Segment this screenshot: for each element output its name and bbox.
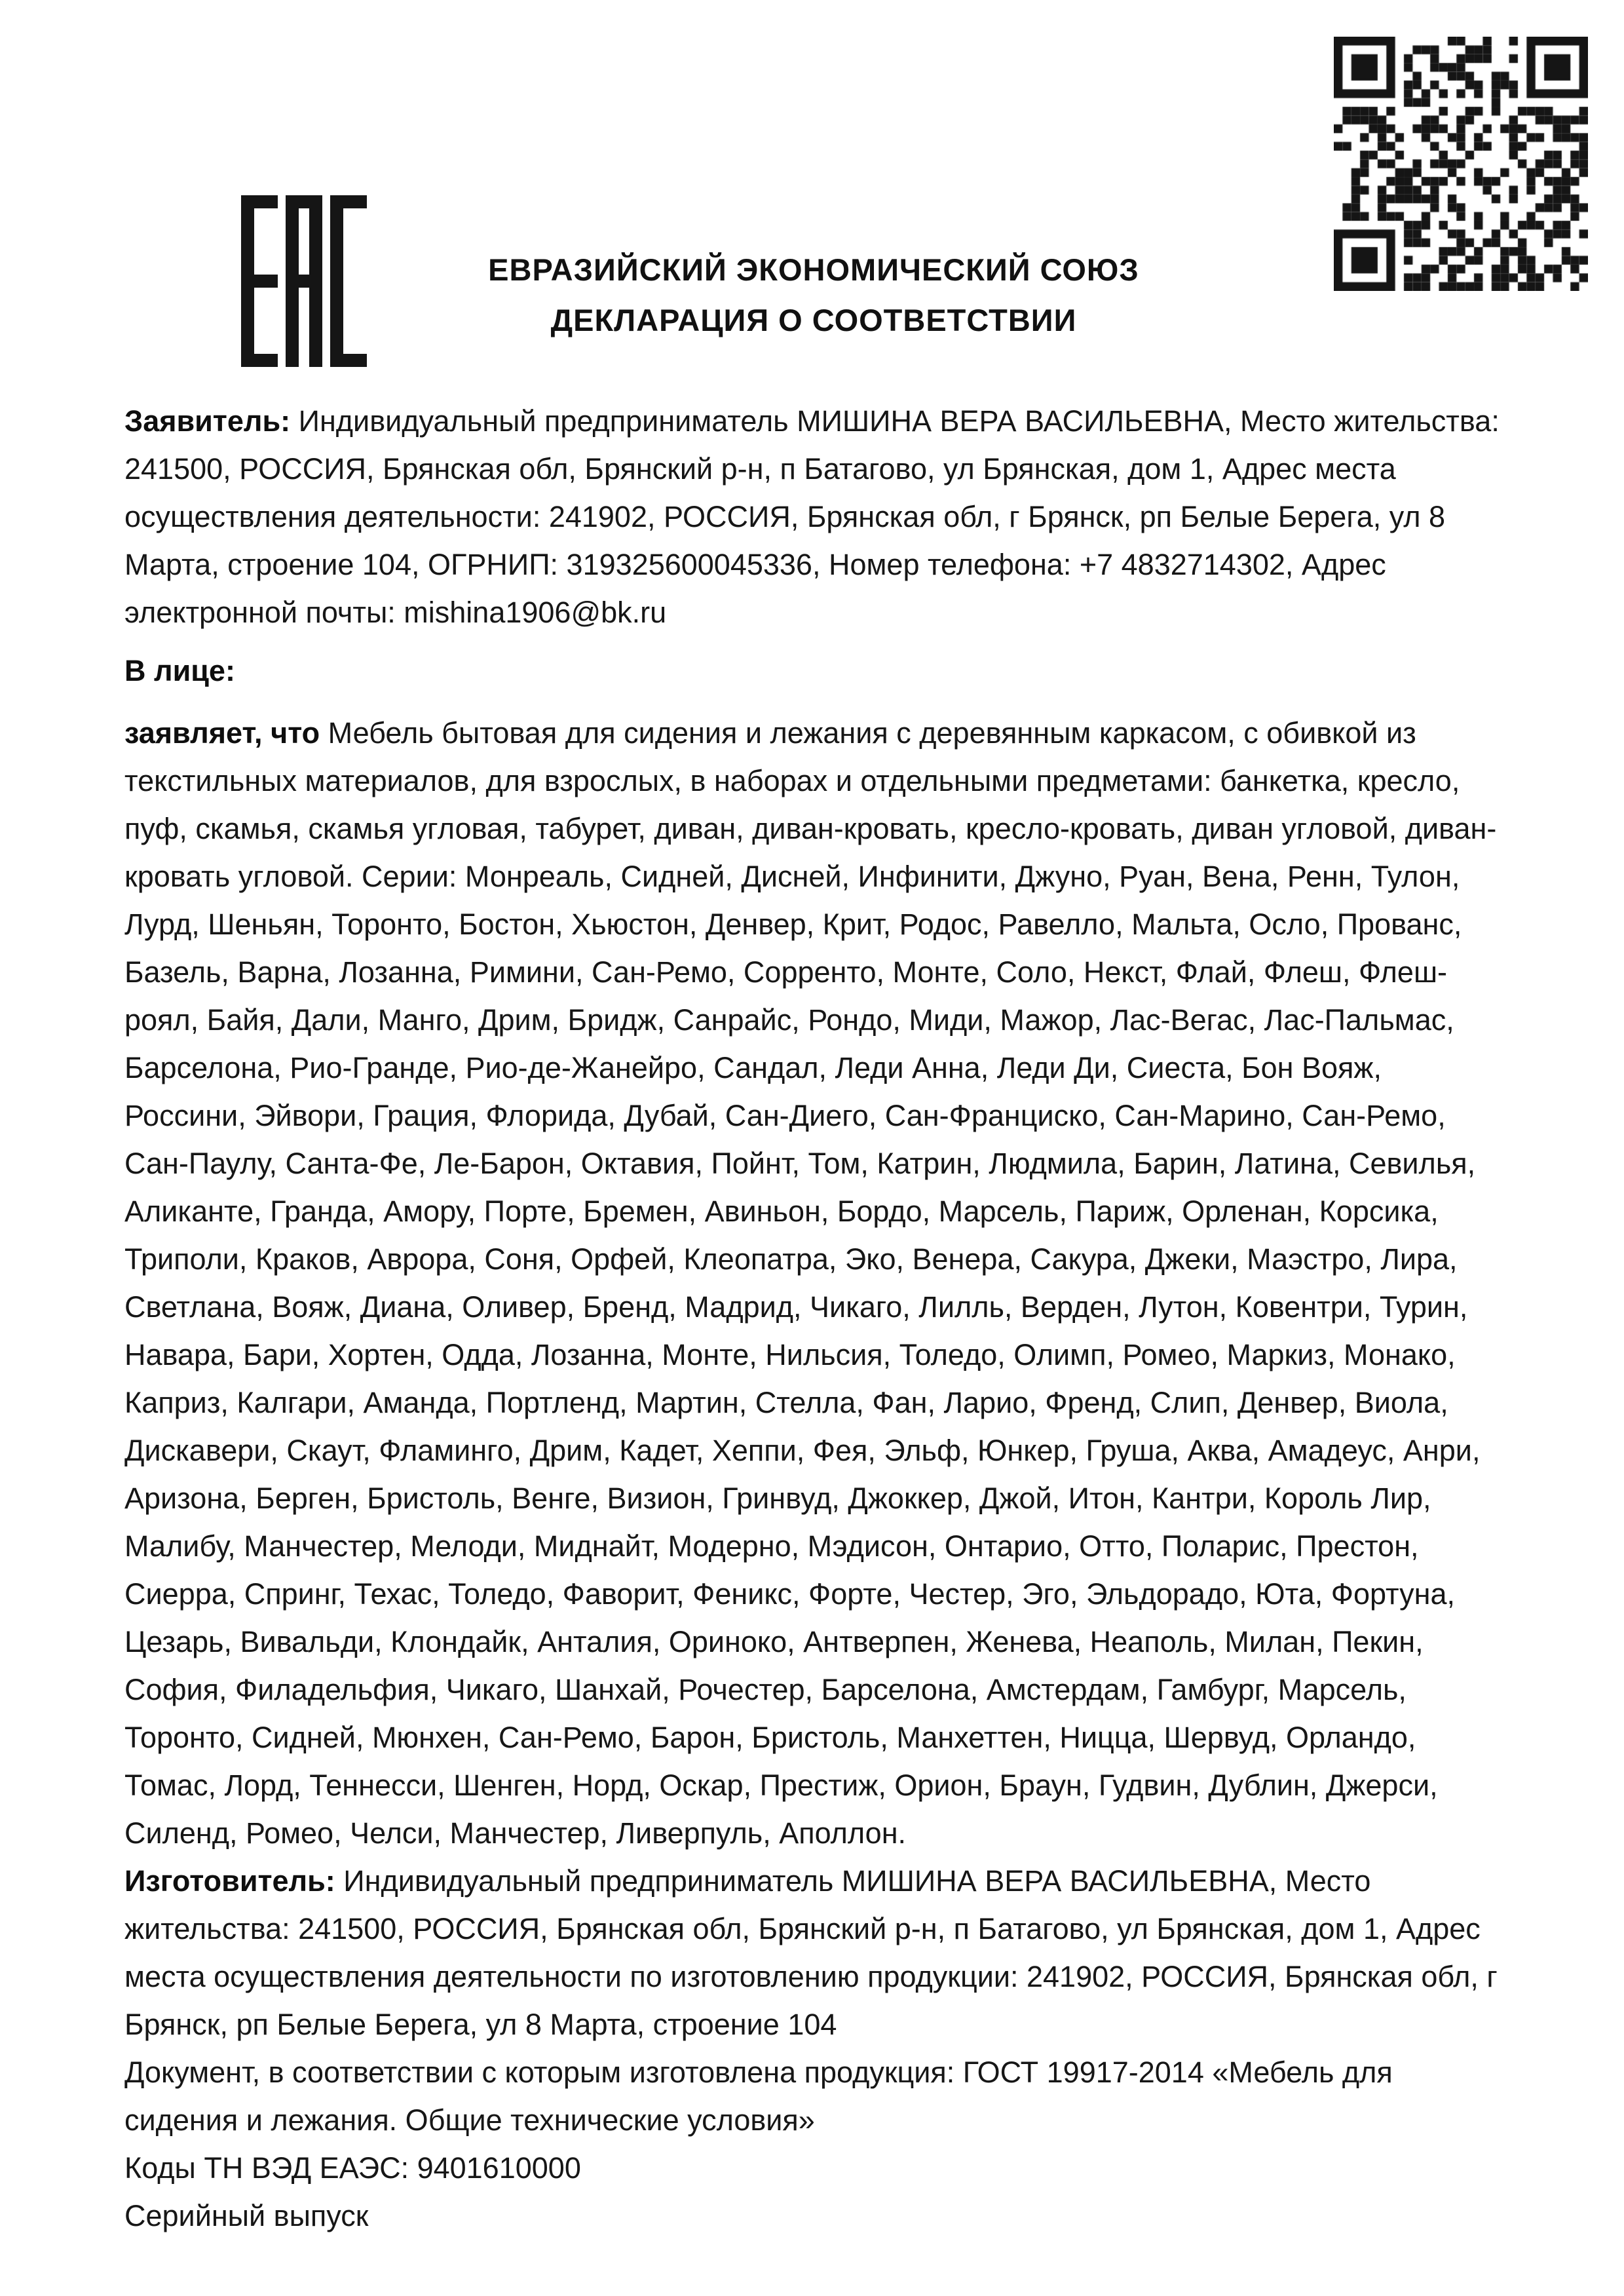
product-description: Мебель бытовая для сидения и лежания с деревянным каркасом, с обивкой из текстильных материалов, для взрослых, в наборах и отдельными предметами: банкетка, кресло, пуф, скамья, скамья угловая, табурет, диван, диван-кровать, кресло-кровать, диван угловой, диван-кровать угловой. Серии: Монреаль, Сидней, Дисней, Инфинити, Джуно, Руан, Вена, Ренн, Тулон, Лурд, Шеньян, Торонто, Бостон, Хьюстон, Денвер, Крит, Родос, Равелло, Мальта, Осло, Прованс, Базель, Варна, Лозанна, Римини, Сан-Ремо, Сорренто, Монте, Соло, Некст, Флай, Флеш, Флеш-роял, Байя, Дали, Манго, Дрим, Бридж, Санрайс, Рондо, Миди, Мажор, Лас-Вегас, Лас-Пальмас, Барселона, Рио-Гранде, Рио-де-Жанейро, Сандал, Леди Анна, Леди Ди, Сиеста, Бон Вояж, Россини, Эйвори, Грация, Флорида, Дубай, Сан-Диего, Сан-Франциско, Сан-Марино, Сан-Ремо, Сан-Паулу, Санта-Фе, Ле-Барон, Октавия, Пойнт, Том, Катрин, Людмила, Барин, Латина, Севилья, Аликанте, Гранда, Амору, Порте, Бремен, Авиньон, Бордо, Марсель, Париж, Орленан, Корсика, Триполи, Краков, Аврора, Соня, Орфей, Клеопатра, Эко, Венера, Сакура, Джеки, Маэстро, Лира, Светлана, Вояж, Диана, Оливер, Бренд, Мадрид, Чикаго, Лилль, Верден, Лутон, Ковентри, Турин, Навара, Бари, Хортен, Одда, Лозанна, Монте, Нильсия, Толедо, Олимп, Ромео, Маркиз, Монако, Каприз, Калгари, Аманда, Портленд, Мартин, Стелла, Фан, Ларио, Френд, Слип, Денвер, Виола, Дискавери, Скаут, Фламинго, Дрим, Кадет, Хеппи, Фея, Эльф, Юнкер, Груша, Аква, Амадеус, Анри, Аризона, Берген, Бристоль, Венге, Визион, Гринвуд, Джоккер, Джой, Итон, Кантри, Король Лир, Малибу, Манчестер, Мелоди, Миднайт, Модерно, Мэдисон, Онтарио, Отто, Поларис, Престон, Сиерра, Спринг, Техас, Толедо, Фаворит, Феникс, Форте, Честер, Эго, Эльдорадо, Юта, Фортуна, Цезарь, Вивальди, Клондайк, Анталия, Ориноко, Антверпен, Женева, Неаполь, Милан, Пекин, София, Филадельфия, Чикаго, Шанхай, Рочестер, Барселона, Амстердам, Гамбург, Марсель, Торонто, Сидней, Мюнхен, Сан-Ремо, Барон, Бристоль, Манхеттен, Ницца, Шервуд, Орландо, Томас, Лорд, Теннесси, Шенген, Норд, Оскар, Престиж, Орион, Браун, Гудвин, Дублин, Джерси, Силенд, Ромео, Челси, Манчестер, Ливерпуль, Аполлон.: [124, 716, 1497, 1850]
product-doc-line: Документ, в соответствии с которым изготовлена продукция: ГОСТ 19917-2014 «Мебель для сидения и лежания. Общие технические условия»: [124, 2056, 1393, 2137]
applicant-paragraph: [124, 397, 1503, 636]
declares-label: заявляет, что: [124, 716, 328, 750]
applicant-label: Заявитель:: [124, 404, 299, 438]
page-title: ДЕКЛАРАЦИЯ О СООТВЕТСТВИИ: [550, 303, 1077, 337]
applicant-text: Индивидуальный предприниматель МИШИНА ВЕРА ВАСИЛЬЕВНА, Место жительства: 241500, РОССИЯ, Брянская обл, Брянский р-н, п Батагово, ул Брянская, дом 1, Адрес места осуществления деятельности: 241902, РОССИЯ, Брянская обл, г Брянск, рп Белые Берега, ул 8 Марта, строение 104, ОГРНИП: 319325600045336, Номер телефона: +7 4832714302, Адрес электронной почты: mishina1906@bk.ru: [124, 404, 1500, 629]
union-title: ЕВРАЗИЙСКИЙ ЭКОНОМИЧЕСКИЙ СОЮЗ: [488, 252, 1139, 287]
document-header: [124, 0, 1503, 335]
in-person-paragraph: [124, 647, 1503, 695]
tn-ved-line: Коды ТН ВЭД ЕАЭС: 9401610000: [124, 2151, 581, 2185]
serial-line: Серийный выпуск: [124, 2199, 369, 2232]
manufacturer-paragraph: [124, 1857, 1503, 2048]
declares-paragraph: [124, 709, 1503, 1857]
manufacturer-label: Изготовитель:: [124, 1864, 344, 1898]
manufacturer-text: Индивидуальный предприниматель МИШИНА ВЕРА ВАСИЛЬЕВНА, Место жительства: 241500, РОССИЯ, Брянская обл, Брянский р-н, п Батагово, ул Брянская, дом 1, Адрес места осуществления деятельности по изготовлению продукции: 241902, РОССИЯ, Брянская обл, г Брянск, рп Белые Берега, ул 8 Марта, строение 104: [124, 1864, 1498, 2041]
in-person-label: В лице:: [124, 654, 235, 687]
